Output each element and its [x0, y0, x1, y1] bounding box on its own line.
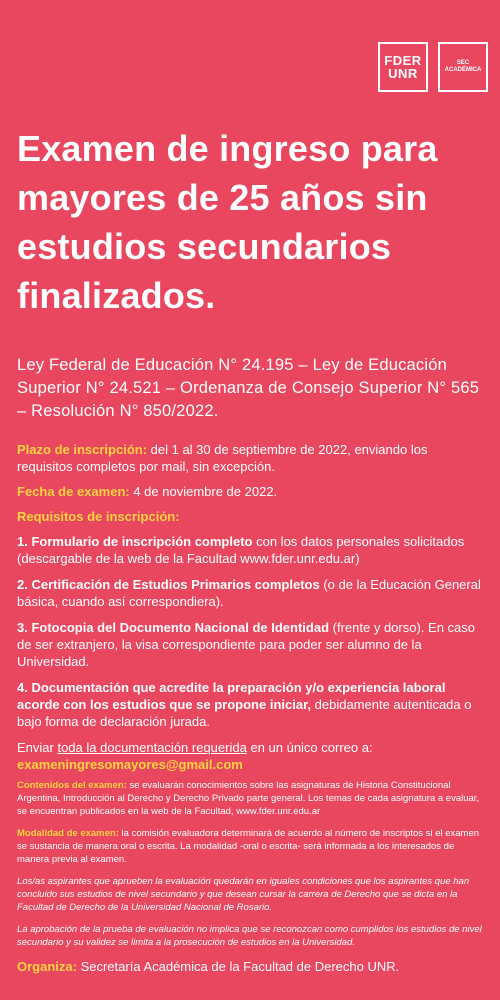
requisito-bold: 2. Certificación de Estudios Primarios completos [17, 577, 320, 592]
contenidos-text: se evaluarán conocimientos sobre las asignaturas de Historia Constitucional Argentina, Introducción al Derecho y Derecho Privado parte general. Los temas de cada asignatura a evaluar, se encuentran publicados en la web de la Facultad, www.fder.unr.edu.ar [17, 780, 480, 817]
fder-logo-line2: UNR [388, 66, 418, 81]
plazo-label: Plazo de inscripción: [17, 442, 148, 457]
requisito-item [17, 619, 484, 670]
requisitos-title: Requisitos de inscripción: [17, 509, 180, 524]
contenidos-label: Contenidos del examen: [17, 780, 127, 791]
modalidad-examen [17, 827, 484, 866]
organiza-text: Secretaría Académica de la Facultad de Derecho UNR. [76, 959, 400, 974]
requisito-bold: 1. Formulario de inscripción completo [17, 534, 253, 549]
email-link[interactable]: exameningresomayores@gmail.com [17, 757, 243, 772]
enviar-pre: Enviar [17, 740, 58, 755]
requisito-item [17, 576, 484, 610]
nota-validez: La aprobación de la prueba de evaluación no implica que se reconozcan como cumplidos los estudios de nivel secundario y su validez se limita a la prosecución de estudios en la Universidad. [17, 924, 482, 948]
page-title: Examen de ingreso para mayores de 25 años sin estudios secundarios finalizados. [17, 128, 438, 316]
requisito-item [17, 679, 484, 730]
enviar-line [17, 739, 484, 773]
logos [378, 42, 488, 92]
fder-unr-logo [378, 42, 428, 92]
contenidos-examen [17, 779, 484, 818]
details-block [17, 441, 484, 975]
fder-logo-line1: FDER [384, 53, 422, 68]
organiza [17, 958, 484, 975]
requisito-text: debidamente autenticada o bajo forma de declaración jurada. [17, 697, 472, 729]
sec-academica-logo [438, 42, 488, 92]
fecha-text: 4 de noviembre de 2022. [129, 484, 278, 499]
flyer-content [17, 124, 484, 988]
sec-logo-line1: SEC [456, 60, 470, 66]
requisito-text: (o de la Educación General básica, cuando así correspondiera). [17, 577, 481, 609]
enviar-post: en un único correo a: [246, 740, 373, 755]
sec-logo-line2: ACADÉMICA [444, 67, 482, 73]
modalidad-label: Modalidad de examen: [17, 828, 119, 839]
laws-reference: Ley Federal de Educación N° 24.195 – Ley de Educación Superior N° 24.521 – Ordenanza de Consejo Superior N° 565 – Resolución N° 850/2022. [17, 356, 480, 420]
plazo-text: del 1 al 30 de septiembre de 2022, enviando los requisitos completos por mail, sin excepción. [17, 442, 428, 474]
requisito-text: (frente y dorso). En caso de ser extranjero, la visa correspondiente para poder ser alumno de la Universidad. [17, 620, 475, 669]
requisito-item [17, 533, 484, 567]
requisito-bold: 3. Fotocopia del Documento Nacional de Identidad [17, 620, 330, 635]
enviar-underlined: toda la documentación requerida [57, 740, 247, 755]
requisito-bold: 4. Documentación que acredite la preparación y/o experiencia laboral acorde con los estudios que se propone iniciar, [17, 680, 446, 712]
fecha-label: Fecha de examen: [17, 484, 130, 499]
nota-aprobacion: Los/as aspirantes que aprueben la evaluación quedarán en iguales condiciones que los aspirantes que han concluido sus estudios de nivel secundario y que desean cursar la carrera de Derecho que se dicta en la Facultad de Derecho de la Universidad Nacional de Rosario. [17, 876, 470, 913]
organiza-label: Organiza: [17, 959, 77, 974]
plazo-inscripcion [17, 441, 484, 475]
fecha-examen [17, 483, 484, 500]
requisito-text: con los datos personales solicitados (descargable de la web de la Facultad www.fder.unr.edu.ar) [17, 534, 465, 566]
modalidad-text: la comisión evaluadora determinará de acuerdo al número de inscriptos si el examen se sustancia de manera oral o escrita. La modalidad -oral o escrita- será informada a los interesados de manera previa al examen. [17, 828, 480, 865]
